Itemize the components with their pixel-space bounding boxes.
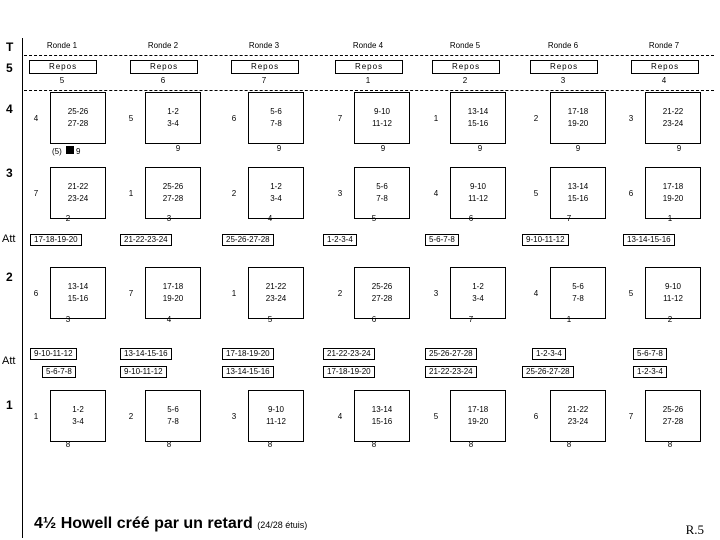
row-label-3: 3 bbox=[6, 166, 13, 180]
row2-table-number: 4 bbox=[533, 289, 539, 298]
row2-box bbox=[645, 267, 701, 319]
row3-below-number: 3 bbox=[166, 214, 172, 223]
row4-box bbox=[550, 92, 606, 144]
row4-table-number: 1 bbox=[433, 114, 439, 123]
black-square-icon bbox=[66, 146, 74, 154]
pair-top: 5-6 bbox=[572, 282, 584, 291]
round-header: Ronde 2 bbox=[147, 41, 179, 50]
pair-bottom: 23-24 bbox=[67, 194, 89, 203]
row2-below-number: 4 bbox=[166, 315, 172, 324]
round-header: Ronde 5 bbox=[449, 41, 481, 50]
row1-box bbox=[248, 390, 304, 442]
att-group: 9-10-11-12 bbox=[522, 234, 569, 246]
row1-below-number: 8 bbox=[65, 440, 71, 449]
row4-below-number: 9 bbox=[175, 144, 181, 153]
repos-divider bbox=[24, 90, 714, 91]
row3-box bbox=[145, 167, 201, 219]
row-label-t: T bbox=[6, 40, 14, 54]
att-group-lower: 5-6-7-8 bbox=[42, 366, 76, 378]
row4-box bbox=[248, 92, 304, 144]
pair-top: 13-14 bbox=[567, 182, 589, 191]
row4-table-number: 7 bbox=[337, 114, 343, 123]
pair-top: 25-26 bbox=[371, 282, 393, 291]
att-group-lower: 17-18-19-20 bbox=[323, 366, 375, 378]
pair-top: 9-10 bbox=[469, 182, 486, 191]
pair-bottom: 27-28 bbox=[67, 119, 89, 128]
pair-bottom: 23-24 bbox=[265, 294, 287, 303]
row-label-4: 4 bbox=[6, 102, 13, 116]
repos-table-number: 2 bbox=[462, 76, 468, 85]
pair-bottom: 27-28 bbox=[662, 417, 684, 426]
row4-box bbox=[645, 92, 701, 144]
row-label-5: 5 bbox=[6, 61, 13, 75]
row1-box bbox=[645, 390, 701, 442]
row1-below-number: 8 bbox=[166, 440, 172, 449]
row1-box bbox=[50, 390, 106, 442]
row2-below-number: 3 bbox=[65, 315, 71, 324]
att-group-upper: 13-14-15-16 bbox=[120, 348, 172, 360]
pair-bottom: 7-8 bbox=[167, 417, 179, 426]
row-label-1: 1 bbox=[6, 398, 13, 412]
att-group-lower: 1-2-3-4 bbox=[633, 366, 667, 378]
repos-table-number: 7 bbox=[261, 76, 267, 85]
pair-bottom: 3-4 bbox=[167, 119, 179, 128]
att-group: 17-18-19-20 bbox=[30, 234, 82, 246]
row-label-att-2: Att bbox=[2, 355, 16, 367]
row3-box bbox=[645, 167, 701, 219]
att-group: 13-14-15-16 bbox=[623, 234, 675, 246]
pair-top: 1-2 bbox=[270, 182, 282, 191]
pair-top: 21-22 bbox=[567, 405, 589, 414]
row4-table-number: 3 bbox=[628, 114, 634, 123]
row3-box bbox=[248, 167, 304, 219]
row3-table-number: 1 bbox=[128, 189, 134, 198]
row1-table-number: 3 bbox=[231, 412, 237, 421]
att-group-upper: 25-26-27-28 bbox=[425, 348, 477, 360]
row4-below-number: 9 bbox=[575, 144, 581, 153]
pair-bottom: 15-16 bbox=[67, 294, 89, 303]
round-header: Ronde 6 bbox=[547, 41, 579, 50]
pair-top: 25-26 bbox=[67, 107, 89, 116]
row-label-att-1: Att bbox=[2, 233, 16, 245]
row4-below-number: 9 bbox=[76, 147, 81, 156]
pair-top: 21-22 bbox=[662, 107, 684, 116]
row3-table-number: 3 bbox=[337, 189, 343, 198]
pair-bottom: 23-24 bbox=[662, 119, 684, 128]
row4-table-number: 2 bbox=[533, 114, 539, 123]
subtitle: (24/28 étuis) bbox=[257, 520, 308, 530]
row4-seat-label: (5) bbox=[52, 147, 62, 156]
row1-table-number: 4 bbox=[337, 412, 343, 421]
repos-box: Repos bbox=[130, 60, 198, 74]
repos-table-number: 3 bbox=[560, 76, 566, 85]
row3-below-number: 7 bbox=[566, 214, 572, 223]
row-label-2: 2 bbox=[6, 270, 13, 284]
row3-box bbox=[550, 167, 606, 219]
row1-below-number: 8 bbox=[566, 440, 572, 449]
pair-bottom: 11-12 bbox=[372, 119, 392, 128]
att-group-upper: 9-10-11-12 bbox=[30, 348, 77, 360]
pair-bottom: 3-4 bbox=[72, 417, 84, 426]
repos-table-number: 6 bbox=[160, 76, 166, 85]
att-group-lower: 13-14-15-16 bbox=[222, 366, 274, 378]
repos-table-number: 5 bbox=[59, 76, 65, 85]
row1-below-number: 8 bbox=[667, 440, 673, 449]
row1-box bbox=[354, 390, 410, 442]
row3-table-number: 5 bbox=[533, 189, 539, 198]
row1-box bbox=[550, 390, 606, 442]
row4-table-number: 6 bbox=[231, 114, 237, 123]
repos-box: Repos bbox=[530, 60, 598, 74]
row1-table-number: 7 bbox=[628, 412, 634, 421]
pair-bottom: 15-16 bbox=[467, 119, 489, 128]
header-divider bbox=[24, 55, 714, 56]
row1-table-number: 1 bbox=[33, 412, 39, 421]
pair-bottom: 19-20 bbox=[567, 119, 589, 128]
repos-box: Repos bbox=[335, 60, 403, 74]
row2-box bbox=[550, 267, 606, 319]
row2-table-number: 7 bbox=[128, 289, 134, 298]
row1-box bbox=[145, 390, 201, 442]
pair-bottom: 19-20 bbox=[662, 194, 684, 203]
row4-table-number: 5 bbox=[128, 114, 134, 123]
round-header: Ronde 1 bbox=[46, 41, 78, 50]
pair-bottom: 27-28 bbox=[162, 194, 184, 203]
left-border-line bbox=[22, 38, 23, 538]
att-group-upper: 5-6-7-8 bbox=[633, 348, 667, 360]
pair-bottom: 11-12 bbox=[266, 417, 286, 426]
row3-table-number: 4 bbox=[433, 189, 439, 198]
pair-top: 17-18 bbox=[467, 405, 489, 414]
pair-top: 9-10 bbox=[373, 107, 390, 116]
repos-box: Repos bbox=[631, 60, 699, 74]
round-header: Ronde 4 bbox=[352, 41, 384, 50]
pair-top: 5-6 bbox=[167, 405, 179, 414]
att-group-upper: 21-22-23-24 bbox=[323, 348, 375, 360]
repos-table-number: 1 bbox=[365, 76, 371, 85]
repos-table-number: 4 bbox=[661, 76, 667, 85]
pair-bottom: 23-24 bbox=[567, 417, 589, 426]
pair-top: 9-10 bbox=[267, 405, 284, 414]
pair-top: 21-22 bbox=[67, 182, 89, 191]
row3-below-number: 5 bbox=[371, 214, 377, 223]
row1-table-number: 2 bbox=[128, 412, 134, 421]
att-group: 1-2-3-4 bbox=[323, 234, 357, 246]
row4-below-number: 9 bbox=[276, 144, 282, 153]
row2-table-number: 3 bbox=[433, 289, 439, 298]
att-group: 25-26-27-28 bbox=[222, 234, 274, 246]
row4-table-number: 4 bbox=[33, 114, 39, 123]
pair-bottom: 19-20 bbox=[162, 294, 184, 303]
row2-box bbox=[50, 267, 106, 319]
pair-bottom: 11-12 bbox=[663, 294, 683, 303]
row1-below-number: 8 bbox=[468, 440, 474, 449]
row2-box bbox=[248, 267, 304, 319]
pair-top: 9-10 bbox=[664, 282, 681, 291]
row3-box bbox=[354, 167, 410, 219]
pair-top: 5-6 bbox=[376, 182, 388, 191]
row2-below-number: 7 bbox=[468, 315, 474, 324]
row1-box bbox=[450, 390, 506, 442]
row3-box bbox=[450, 167, 506, 219]
pair-bottom: 3-4 bbox=[270, 194, 282, 203]
round-header: Ronde 7 bbox=[648, 41, 680, 50]
pair-top: 25-26 bbox=[662, 405, 684, 414]
row1-table-number: 6 bbox=[533, 412, 539, 421]
row3-below-number: 4 bbox=[267, 214, 273, 223]
row3-below-number: 1 bbox=[667, 214, 673, 223]
repos-box: Repos bbox=[231, 60, 299, 74]
row4-box bbox=[145, 92, 201, 144]
pair-bottom: 27-28 bbox=[371, 294, 393, 303]
row3-box bbox=[50, 167, 106, 219]
att-group-lower: 21-22-23-24 bbox=[425, 366, 477, 378]
row2-below-number: 6 bbox=[371, 315, 377, 324]
pair-bottom: 15-16 bbox=[371, 417, 393, 426]
row2-box bbox=[450, 267, 506, 319]
row4-box bbox=[450, 92, 506, 144]
row3-table-number: 7 bbox=[33, 189, 39, 198]
pair-bottom: 7-8 bbox=[572, 294, 584, 303]
page-label: R.5 bbox=[685, 522, 704, 537]
row2-below-number: 1 bbox=[566, 315, 572, 324]
pair-bottom: 15-16 bbox=[567, 194, 589, 203]
att-group-upper: 1-2-3-4 bbox=[532, 348, 566, 360]
att-group-lower: 9-10-11-12 bbox=[120, 366, 167, 378]
pair-top: 25-26 bbox=[162, 182, 184, 191]
title-text: 4½ Howell créé par un retard bbox=[34, 515, 253, 532]
pair-bottom: 7-8 bbox=[376, 194, 388, 203]
att-group: 5-6-7-8 bbox=[425, 234, 459, 246]
pair-top: 17-18 bbox=[162, 282, 184, 291]
row2-box bbox=[354, 267, 410, 319]
pair-top: 13-14 bbox=[467, 107, 489, 116]
repos-box: Repos bbox=[29, 60, 97, 74]
row4-below-number: 9 bbox=[380, 144, 386, 153]
pair-top: 13-14 bbox=[67, 282, 89, 291]
row4-box bbox=[354, 92, 410, 144]
row2-table-number: 1 bbox=[231, 289, 237, 298]
pair-bottom: 7-8 bbox=[270, 119, 282, 128]
pair-top: 17-18 bbox=[567, 107, 589, 116]
page-title bbox=[34, 515, 307, 533]
pair-top: 17-18 bbox=[662, 182, 684, 191]
row1-table-number: 5 bbox=[433, 412, 439, 421]
row1-below-number: 8 bbox=[371, 440, 377, 449]
att-group-upper: 17-18-19-20 bbox=[222, 348, 274, 360]
row2-table-number: 6 bbox=[33, 289, 39, 298]
row2-table-number: 5 bbox=[628, 289, 634, 298]
pair-bottom: 11-12 bbox=[468, 194, 488, 203]
att-group-lower: 25-26-27-28 bbox=[522, 366, 574, 378]
pair-top: 13-14 bbox=[371, 405, 393, 414]
row3-below-number: 6 bbox=[468, 214, 474, 223]
row3-below-number: 2 bbox=[65, 214, 71, 223]
repos-box: Repos bbox=[432, 60, 500, 74]
row2-below-number: 5 bbox=[267, 315, 273, 324]
row3-table-number: 6 bbox=[628, 189, 634, 198]
pair-top: 21-22 bbox=[265, 282, 287, 291]
row2-table-number: 2 bbox=[337, 289, 343, 298]
pair-bottom: 19-20 bbox=[467, 417, 489, 426]
row3-table-number: 2 bbox=[231, 189, 237, 198]
row2-below-number: 2 bbox=[667, 315, 673, 324]
row4-box bbox=[50, 92, 106, 144]
row4-below-number: 9 bbox=[676, 144, 682, 153]
pair-top: 1-2 bbox=[72, 405, 84, 414]
pair-top: 1-2 bbox=[167, 107, 179, 116]
row4-below-number: 9 bbox=[477, 144, 483, 153]
pair-bottom: 3-4 bbox=[472, 294, 484, 303]
row1-below-number: 8 bbox=[267, 440, 273, 449]
pair-top: 5-6 bbox=[270, 107, 282, 116]
round-header: Ronde 3 bbox=[248, 41, 280, 50]
att-group: 21-22-23-24 bbox=[120, 234, 172, 246]
pair-top: 1-2 bbox=[472, 282, 484, 291]
row2-box bbox=[145, 267, 201, 319]
